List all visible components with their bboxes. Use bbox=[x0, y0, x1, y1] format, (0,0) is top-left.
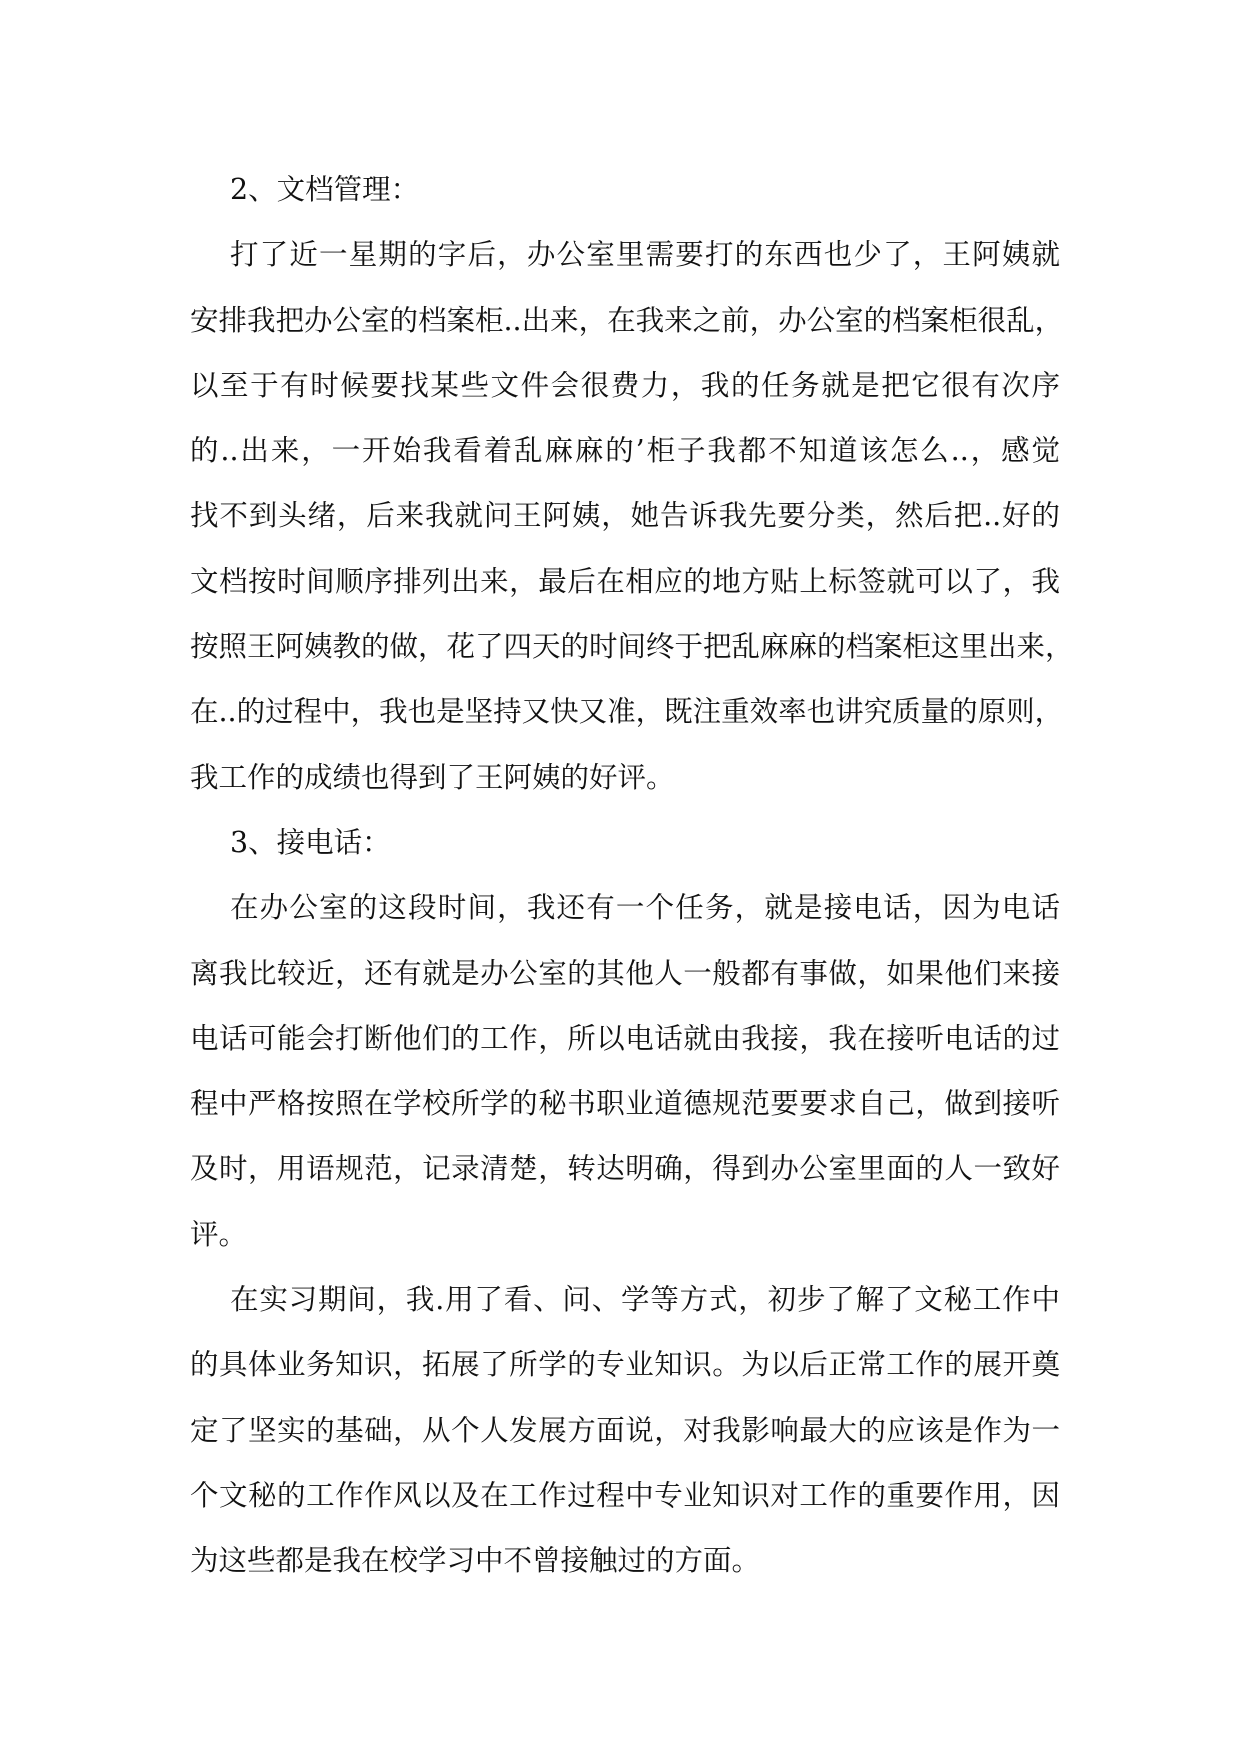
paragraph-line: 程中严格按照在学校所学的秘书职业道德规范要要求自己，做到接听 bbox=[190, 1087, 1060, 1121]
paragraph-answer-phone bbox=[190, 875, 1060, 1267]
paragraph-line: 电话可能会打断他们的工作，所以电话就由我接，我在接听电话的过 bbox=[190, 1021, 1060, 1055]
section-heading-answer-phone: 3、接电话： bbox=[230, 825, 391, 859]
paragraph-line: 定了坚实的基础，从个人发展方面说，对我影响最大的应该是作为一 bbox=[190, 1413, 1060, 1447]
paragraph-line: 安排我把办公室的档案柜..出来，在我来之前，办公室的档案柜很乱， bbox=[190, 303, 1064, 337]
paragraph-line: 及时，用语规范，记录清楚，转达明确，得到办公室里面的人一致好 bbox=[190, 1152, 1060, 1186]
paragraph-line: 我工作的成绩也得到了王阿姨的好评。 bbox=[190, 760, 675, 794]
paragraph-line: 按照王阿姨教的做，花了四天的时间终于把乱麻麻的档案柜这里出来， bbox=[190, 630, 1074, 664]
paragraph-line: 个文秘的工作作风以及在工作过程中专业知识对工作的重要作用，因 bbox=[190, 1478, 1060, 1512]
paragraph-internship-summary bbox=[190, 1267, 1060, 1593]
paragraph-line: 找不到头绪，后来我就问王阿姨，她告诉我先要分类，然后把..好的 bbox=[190, 499, 1060, 533]
paragraph-line: 在..的过程中，我也是坚持又快又准，既注重效率也讲究质量的原则， bbox=[190, 695, 1064, 729]
paragraph-line: 在实习期间，我.用了看、问、学等方式，初步了解了文秘工作中 bbox=[230, 1283, 1060, 1317]
paragraph-line: 评。 bbox=[190, 1217, 248, 1251]
section-heading-document-management: 2、文档管理： bbox=[230, 173, 420, 206]
paragraph-line: 的..出来，一开始我看着乱麻麻的’柜子我都不知道该怎么..，感觉 bbox=[190, 434, 1060, 468]
paragraph-line: 文档按时间顺序排列出来，最后在相应的地方贴上标签就可以了，我 bbox=[190, 564, 1060, 598]
document-body bbox=[190, 157, 1074, 1594]
paragraph-line: 在办公室的这段时间，我还有一个任务，就是接电话，因为电话 bbox=[230, 891, 1060, 925]
paragraph-line: 为这些都是我在校学习中不曾接触过的方面。 bbox=[190, 1544, 761, 1578]
paragraph-line: 离我比较近，还有就是办公室的其他人一般都有事做，如果他们来接 bbox=[190, 956, 1060, 990]
paragraph-document-management bbox=[190, 222, 1074, 810]
paragraph-line: 以至于有时候要找某些文件会很费力，我的任务就是把它很有次序 bbox=[190, 368, 1060, 402]
paragraph-line: 的具体业务知识，拓展了所学的专业知识。为以后正常工作的展开奠 bbox=[190, 1348, 1060, 1382]
paragraph-line: 打了近一星期的字后，办公室里需要打的东西也少了，王阿姨就 bbox=[230, 238, 1060, 272]
